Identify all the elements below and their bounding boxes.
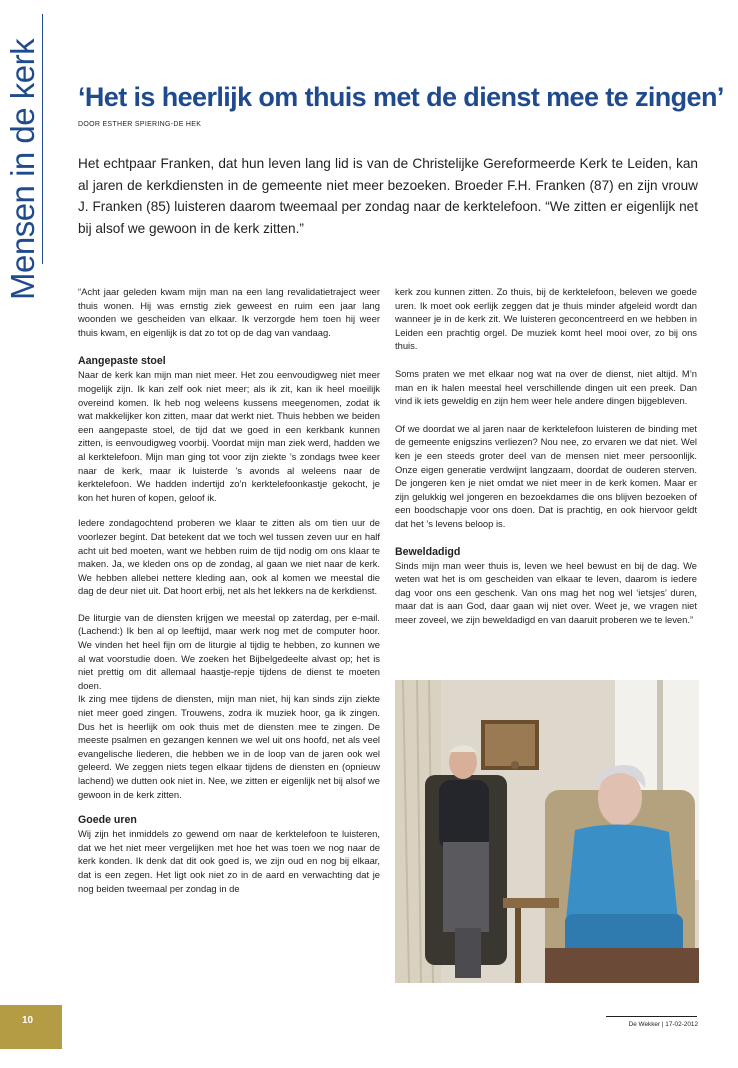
footer-rule: [606, 1016, 697, 1017]
paragraph: Ik zing mee tijdens de diensten, mijn man niet, hij kan sinds zijn ziekte niet meer goed zingen. Trouwens, zodra ik muziek hoor, ga ik zingen. Dus het is heerlijk om ook thuis met de diensten mee te zingen. De meeste psalmen en gezangen kennen we wel uit ons hoofd, net als veel evangelische liederen, die hebben we in de loop van de jaren ook wel geleerd. We zeggen niets tegen elkaar tijdens de diensten en (opnieuw lachend) we dutten ook niet in. Nee, we zitten er eigenlijk net bij alsof we gewoon in de kerk zitten.: [78, 693, 380, 800]
article-column-left: [78, 285, 380, 905]
byline: DOOR ESTHER SPIERING-DE HEK: [78, 121, 202, 128]
paragraph: Of we doordat we al jaren naar de kerktelefoon luisteren de binding met de gemeente enigszins verliezen? Nou nee, zo ervaren we dat niet. Wel ken je een steeds groter deel van de mensen niet meer persoonlijk. Onze eigen generatie verdwijnt langzaam, doordat de ouderen sterven. De jongeren ken je niet omdat we niet meer in de kerk komen. Maar er zijn gelukkig wel jongeren en bezoekdames die ons blijven bezoeken of een boodschapje voor ons doen. Dat is prachtig, en ook hiervoor geldt dat het ’s levens beloop is.: [395, 422, 697, 529]
couple-photo: [395, 680, 699, 983]
section-label: Mensen in de kerk: [4, 38, 41, 300]
paragraph: Naar de kerk kan mijn man niet meer. Het zou eenvoudigweg niet meer mogelijk zijn. Ik kan zelf ook niet meer; als ik zit, kan ik heel moeilijk overeind komen. Ik heb nog weleens kussens meegenomen, zodat ik wat makkelijker kon zitten, maar dat werkt niet. Thuis hebben we beiden een aangepaste stoel, de tijd dat we goed in een kerkbank kunnen zitten, is eenvoudigweg voorbij. Voordat mijn man ziek werd, hadden we al kerktelefoon. Mijn man ging tot voor zijn ziekte ’s zondags twee keer naar de kerk, maar ik luisterde ’s avonds al weleens naar de kerktelefoon. We hadden indertijd zo’n kerktelefoonkastje gekocht, je kon het huren of kopen, geloof ik.: [78, 369, 380, 503]
subheading: Beweldadigd: [395, 545, 461, 558]
subheading: Goede uren: [78, 814, 137, 827]
paragraph: kerk zou kunnen zitten. Zo thuis, bij de kerktelefoon, beleven we goede uren. Ik moet ook eerlijk zeggen dat je thuis minder afgeleid wordt dan wanneer je in de kerk zit. We luisteren geconcentreerd en we hebben in Leiden een prachtig orgel. De muziek komt heel mooi over, zo bij ons thuis.: [395, 286, 697, 352]
article-column-right: [395, 285, 697, 636]
subheading: Aangepaste stoel: [78, 355, 166, 368]
paragraph: Wij zijn het inmiddels zo gewend om naar de kerktelefoon te luisteren, dat we het niet meer vergelijken met hoe het was toen we nog naar de kerk konden. Ik denk dat dit ook goed is, we zijn oud en nog bij elkaar, dat is een zegen. Het ligt ook niet zo in de aard en verwachting dat je nog beiden tweemaal per zondag in de: [78, 828, 380, 894]
page-number: 10: [22, 1015, 34, 1026]
article-headline: ‘Het is heerlijk om thuis met de dienst mee te zingen’: [78, 82, 724, 112]
paragraph: Soms praten we met elkaar nog wat na over de dienst, niet altijd. M’n man en ik halen meestal heel verschillende dingen uit een preek. Dan vind ik iets geweldig en zijn hem weer hele andere dingen bijgebleven.: [395, 367, 697, 407]
paragraph: Iedere zondagochtend proberen we klaar te zitten als om tien uur de voorlezer begint. Dat betekent dat we toch wel tussen zeven uur en half acht uit bed moeten, want we hebben ruim de tijd nodig om ons klaar te maken. Ja, we kleden ons op de zondag, al gaan we niet naar de kerk. We hebben allebei nettere kleding aan, ook al komen we meestal die dag de deur niet uit. Dat hoort erbij, net als het lekkers na de kerkdienst.: [78, 517, 380, 597]
page-number-tab: [0, 1005, 62, 1049]
section-divider-line: [42, 14, 43, 264]
paragraph: “Acht jaar geleden kwam mijn man na een lang revalidatietraject weer thuis wonen. Hij was ernstig ziek geweest en ruim een jaar lang woonden we gescheiden van elkaar. Ik verzorgde hem toen hij weer thuis kwam, en eigenlijk is dat zo tot op de dag van vandaag.: [78, 286, 380, 338]
footer-publication: De Wekker | 17-02-2012: [628, 1021, 698, 1028]
paragraph: Sinds mijn man weer thuis is, leven we heel bewust en bij de dag. We weten wat het is om gescheiden van elkaar te leven, daarom is iedere dag voor ons een geschenk. Van ons mag het nog wel ‘ietsjes’ duren, maar dat is aan God, daar gaan wij niet over. Weet je, we vragen niet meer zoveel, we zijn beweldadigd en van daaruit proberen we te leven.”: [395, 559, 697, 625]
paragraph: De liturgie van de diensten krijgen we meestal op zaterdag, per e-mail. (Lachend:) Ik ben al op leeftijd, maar werk nog met de computer hoor. We vinden het heel fijn om de liturgie al tijdig te hebben, zo kunnen we al wat voorstudie doen. We zoeken het Bijbelgedeelte alvast op; het is niet prettig om dit allemaal haastje-repje tijdens de dienst te moeten doen.: [78, 611, 380, 691]
intro-paragraph: Het echtpaar Franken, dat hun leven lang lid is van de Christelijke Gereformeerde Kerk te Leiden, kan al jaren de kerkdiensten in de gemeente niet meer bezoeken. Broeder F.H. Franken (87) en zijn vrouw J. Franken (85) luisteren daarom tweemaal per zondag naar de kerktelefoon. “We zitten er eigenlijk net bij alsof we gewoon in de kerk zitten.”: [78, 156, 698, 236]
